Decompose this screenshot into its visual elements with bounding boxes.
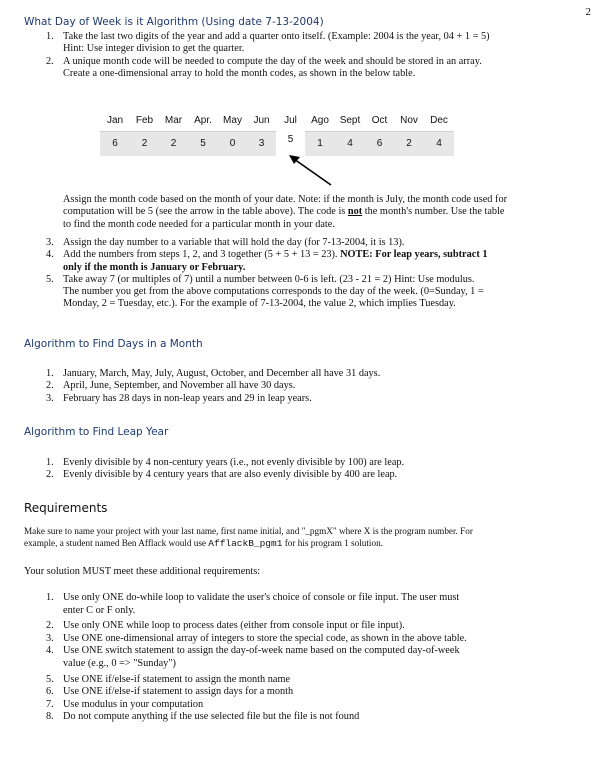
list-item: 1. Take the last two digits of the year and add a quarter onto itself. (Example: 2004 is the year, 04 + 1 = 5) Hint: Use integer division to get the quarter. <box>46 31 490 55</box>
list-item: 1. Evenly divisible by 4 non-century years (i.e., not evenly divisible by 100) are leap. <box>46 457 405 468</box>
requirements-list <box>46 592 591 724</box>
month-code-cell: 6 <box>365 132 394 157</box>
month-header-cell: Sept <box>335 111 365 132</box>
month-header-cell: Apr. <box>188 111 218 132</box>
requirement-item: 2. Use only ONE while loop to process dates (either from console input or file input). <box>46 620 405 632</box>
month-header-cell: Jul <box>276 111 305 132</box>
requirement-item: 1. Use only ONE do-while loop to validate the user's choice of console or file input. The user must enter C or F only. <box>46 592 460 616</box>
month-header-cell: Ago <box>305 111 335 132</box>
requirements-heading: Requirements <box>24 501 108 515</box>
month-header-cell: Feb <box>130 111 159 132</box>
page-number: 2 <box>585 6 591 18</box>
month-header-cell: Jan <box>100 111 130 132</box>
requirement-item: 6. Use ONE if/else-if statement to assign days for a month <box>46 686 294 698</box>
month-header-cell: May <box>218 111 247 132</box>
month-header-cell: Jun <box>247 111 276 132</box>
month-code-cell: 2 <box>159 132 188 157</box>
month-code-cell: 1 <box>305 132 335 157</box>
month-code-cell: 5 <box>276 132 305 157</box>
month-header-cell: Nov <box>394 111 424 132</box>
month-header-cell: Oct <box>365 111 394 132</box>
month-code-cell: 6 <box>100 132 130 157</box>
month-code-cell: 0 <box>218 132 247 157</box>
month-code-table <box>100 111 454 156</box>
month-header-row <box>100 111 454 132</box>
month-code-cell: 4 <box>424 132 454 157</box>
list-item: 2. Evenly divisible by 4 century years that are also evenly divisible by 400 are leap. <box>46 469 398 481</box>
section-heading-days-in-month: Algorithm to Find Days in a Month <box>24 338 203 350</box>
list-item: 4. Add the numbers from steps 1, 2, and 3 together (5 + 5 + 13 = 23). NOTE: For leap years, subtract 1 only if the month is January or February. <box>46 249 488 273</box>
list-item: 3. February has 28 days in non-leap years and 29 in leap years. <box>46 392 312 404</box>
list-item: 5. Take away 7 (or multiples of 7) until a number between 0-6 is left. (23 - 21 = 2) Hint: Use modulus. The number you get from the above computations corresponds to the day of the week. (0=Sunday, 1 = Monday, 2 = Tuesday, etc.). For the example of 7-13-2004, the value 2, which implies Tuesday. <box>46 273 484 310</box>
month-header-cell: Mar <box>159 111 188 132</box>
day-of-week-steps-b <box>46 237 591 311</box>
section-heading-leap-year: Algorithm to Find Leap Year <box>24 426 169 438</box>
month-code-row <box>100 132 454 157</box>
requirement-item: 5. Use ONE if/else-if statement to assign the month name <box>46 673 291 685</box>
month-code-note: Assign the month code based on the month of your date. Note: if the month is July, the month code used for computation will be 5 (see the arrow in the table above). The code is not the month's number. Use the table to find the month code needed for a particular month in your date. <box>63 194 508 230</box>
list-item: 2. A unique month code will be needed to compute the day of the week and should be stored in an array. Create a one-dimensional array to hold the month codes, as shown in the below table. <box>46 55 482 79</box>
list-item: 1. January, March, May, July, August, October, and December all have 31 days. <box>46 368 381 379</box>
list-item: 3. Assign the day number to a variable that will hold the day (for 7-13-2004, it is 13). <box>46 237 405 248</box>
requirements-intro: Your solution MUST meet these additional requirements: <box>24 566 261 577</box>
month-code-cell: 2 <box>394 132 424 157</box>
requirement-item: 4. Use ONE switch statement to assign the day-of-week name based on the computed day-of-week value (e.g., 0 => "Sunday") <box>46 645 460 669</box>
naming-instructions: Make sure to name your project with your last name, first name initial, and "_pgmX" where X is the program number. For example, a student named Ben Afflack would use AfflackB_pgm1 for his program 1 solution. <box>24 526 473 549</box>
month-code-cell: 3 <box>247 132 276 157</box>
month-code-cell: 5 <box>188 132 218 157</box>
days-in-month-list <box>46 368 591 405</box>
month-code-cell: 4 <box>335 132 365 157</box>
month-header-cell: Dec <box>424 111 454 132</box>
requirement-item: 3. Use ONE one-dimensional array of integers to store the special code, as shown in the above table. <box>46 632 467 644</box>
requirement-item: 7. Use modulus in your computation <box>46 698 204 710</box>
list-item: 2. April, June, September, and November all have 30 days. <box>46 380 296 392</box>
requirement-item: 8. Do not compute anything if the use selected file but the file is not found <box>46 711 360 723</box>
section-heading-day-of-week: What Day of Week is it Algorithm (Using date 7-13-2004) <box>24 16 324 28</box>
month-code-cell: 2 <box>130 132 159 157</box>
leap-year-list <box>46 457 591 482</box>
july-pointer-arrow-icon <box>280 150 340 190</box>
day-of-week-steps-a <box>46 31 591 80</box>
